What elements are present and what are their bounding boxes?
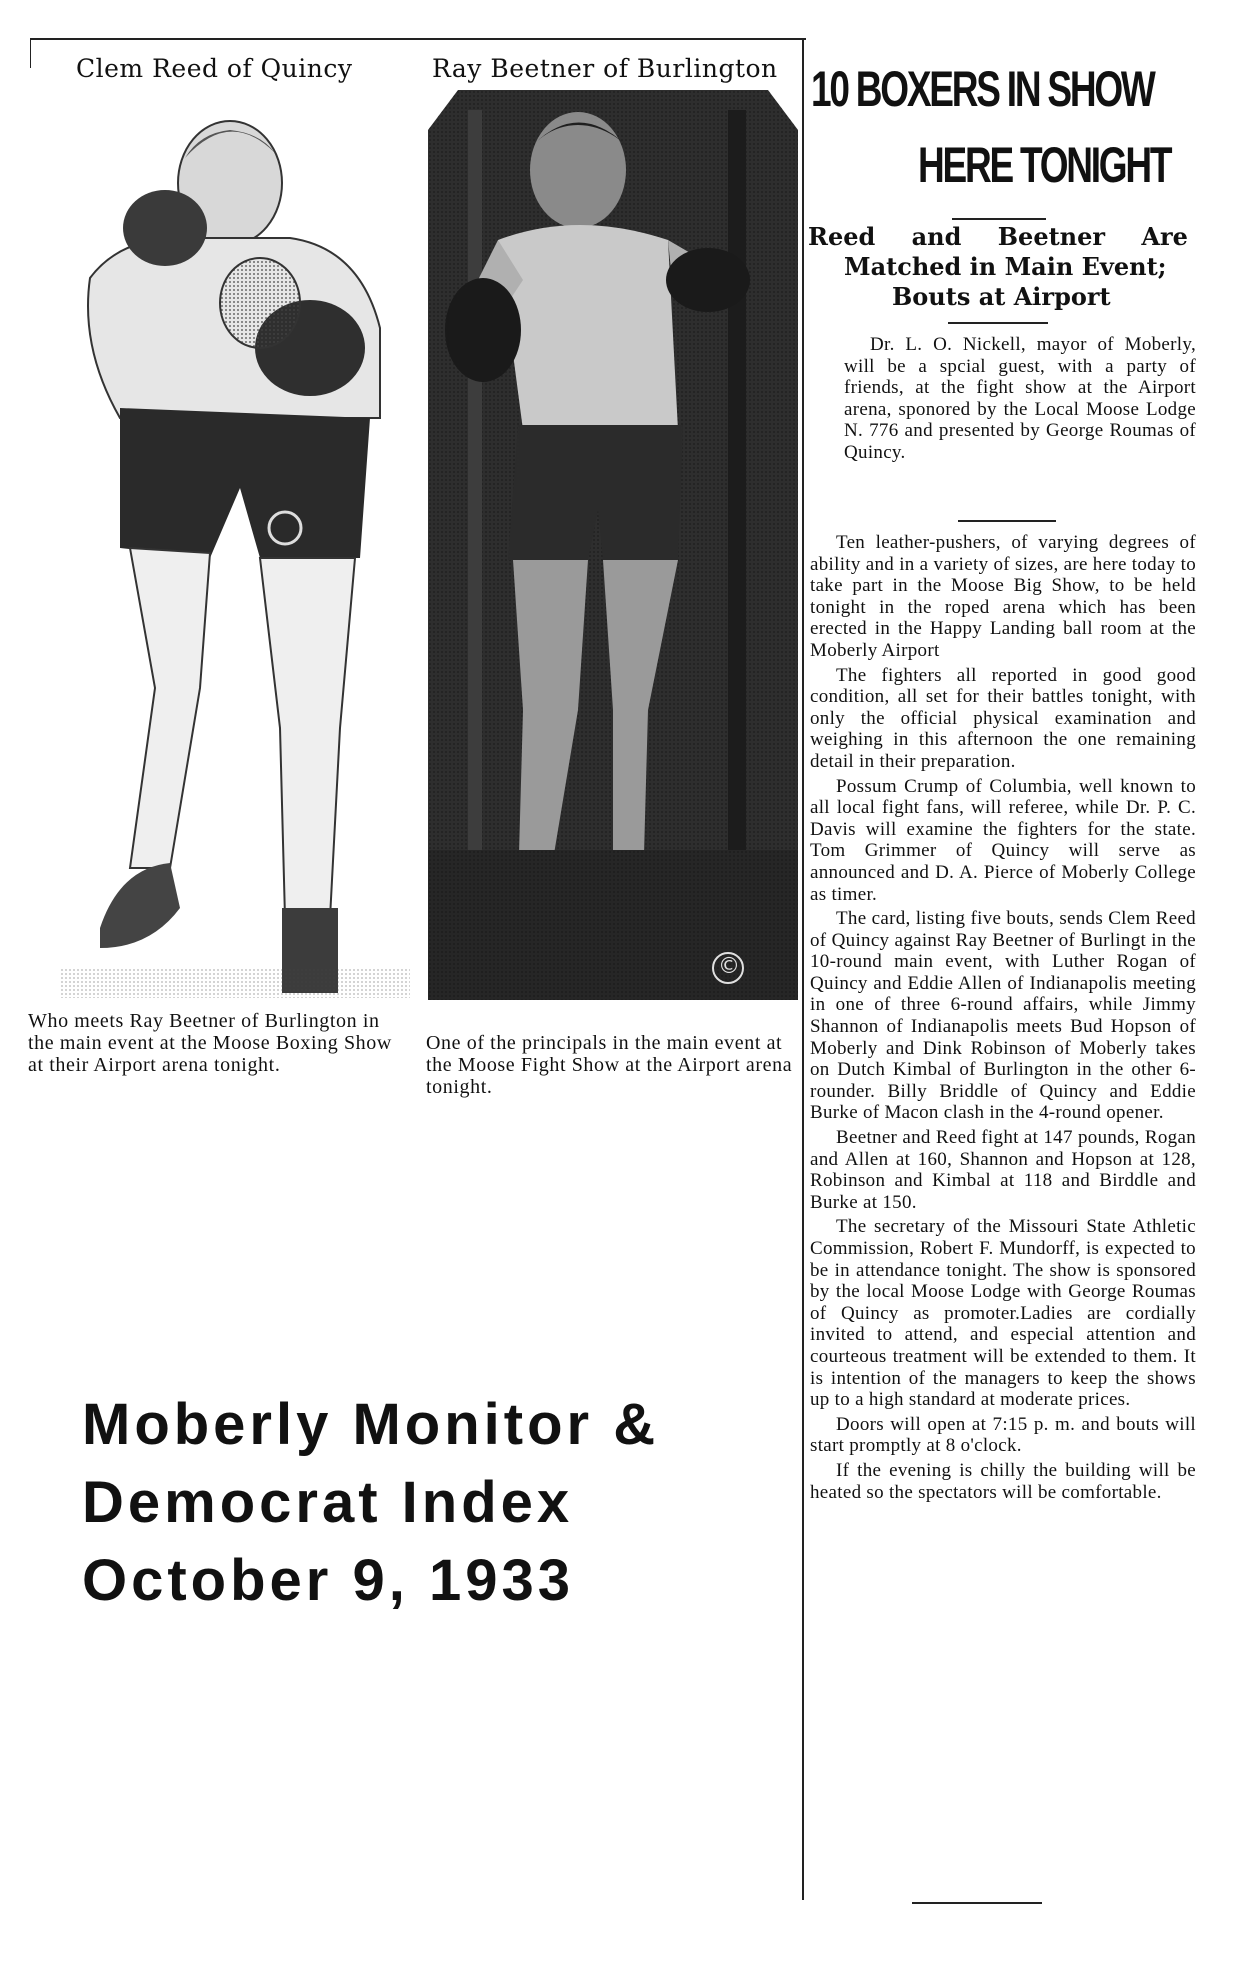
lead-divider bbox=[958, 520, 1056, 522]
headline-line1: 10 BOXERS IN SHOW bbox=[811, 61, 1154, 117]
boxer-photograph-right bbox=[428, 90, 798, 1000]
headline-line2: HERE TONIGHT bbox=[918, 137, 1171, 193]
photo-left-name-caption: Clem Reed of Quincy bbox=[76, 54, 353, 83]
source-stamp-line3: October 9, 1933 bbox=[82, 1548, 574, 1613]
article-paragraph-2: Ten leather-pushers, of varying degrees of ability and in a variety of sizes, are here today to take part in the Moose Big Show, to be held tonight in the roped arena which has been erected in the Happy Landing ball room at the Moberly Airport bbox=[810, 532, 1196, 661]
article-paragraph-8: Doors will open at 7:15 p. m. and bouts will start promptly at 8 o'clock. bbox=[810, 1413, 1196, 1457]
boxer-photo-right bbox=[428, 90, 798, 1000]
subhead-line2: Matched in Main Event; bbox=[844, 252, 1167, 281]
article-paragraph-6: Beetner and Reed fight at 147 pounds, Rogan and Allen at 160, Shannon and Hopson at 128, Robinson and Kimbal at 118 and Birddle and Burke at 150. bbox=[810, 1127, 1196, 1213]
boxer-illustration-left bbox=[60, 88, 410, 998]
subhead-line1: Reed and Beetner Are bbox=[808, 222, 1188, 251]
copyright-mark: © bbox=[718, 954, 740, 979]
top-rule bbox=[30, 38, 806, 40]
photo-right-name-caption: Ray Beetner of Burlington bbox=[432, 54, 778, 83]
article-lead bbox=[844, 334, 1196, 467]
photo-right-caption: One of the principals in the main event at the Moose Fight Show at the Airport arena tonight. bbox=[426, 1032, 793, 1098]
article-body bbox=[810, 532, 1196, 1506]
column-rule-right bbox=[802, 40, 804, 1900]
article-paragraph-5: The card, listing five bouts, sends Clem Reed of Quincy against Ray Beetner of Burlingt in the 10-round main event, with Luther Rogan of Quincy and Eddie Allen of Indianapolis meeting in one of three 6-round affairs, while Jimmy Shannon of Indianapolis meets Bud Hopson of Moberly and Dink Robinson of Moberly takes on Dutch Kimbal of Burlington in the other 6-rounder. Billy Briddle of Quincy and Eddie Burke of Macon clash in the 4-round opener. bbox=[810, 908, 1196, 1124]
subhead-line3: Bouts at Airport bbox=[892, 282, 1111, 311]
source-stamp-line2: Democrat Index bbox=[82, 1470, 574, 1535]
article-paragraph-7: The secretary of the Missouri State Athletic Commission, Robert F. Mundorff, is expected to be in attendance tonight. The show is sponsored by the local Moose Lodge with George Roumas of Quincy as promoter.Ladies are cordially invited to attend, and especial attention and courteous treatment will be extended to them. It is intention of the managers to keep the shows up to a high standard at moderate prices. bbox=[810, 1216, 1196, 1411]
subhead bbox=[808, 222, 1194, 312]
photo-left-caption: Who meets Ray Beetner of Burlington in the main event at the Moose Boxing Show at their Airport arena tonight. bbox=[28, 1010, 392, 1076]
article-paragraph-4: Possum Crump of Columbia, well known to all local fight fans, will referee, while Dr. P. C. Davis will examine the fighters for the state. Tom Grimmer of Quincy will serve as announced and D. A. Pierce of Moberly College as timer. bbox=[810, 775, 1196, 905]
column-rule-left bbox=[30, 38, 31, 68]
end-divider bbox=[912, 1902, 1042, 1904]
article-paragraph-3: The fighters all reported in good good condition, all set for their battles tonight, with only the official physical examination and weighing in this afternoon the one remaining detail in their preparation. bbox=[810, 664, 1196, 772]
article-paragraph-1: Dr. L. O. Nickell, mayor of Moberly, will be a spcial guest, with a party of friends, at the fight show at the Airport arena, sponored by the Local Moose Lodge N. 776 and presented by George Roumas of Quincy. bbox=[844, 334, 1196, 463]
article-paragraph-9: If the evening is chilly the building will be heated so the spectators will be comfortable. bbox=[810, 1459, 1196, 1503]
source-stamp-line1: Moberly Monitor & bbox=[82, 1392, 660, 1457]
source-stamp bbox=[82, 1386, 659, 1620]
subhead-divider bbox=[948, 322, 1048, 324]
boxer-photo-left bbox=[60, 88, 410, 998]
headline-divider bbox=[952, 218, 1046, 220]
